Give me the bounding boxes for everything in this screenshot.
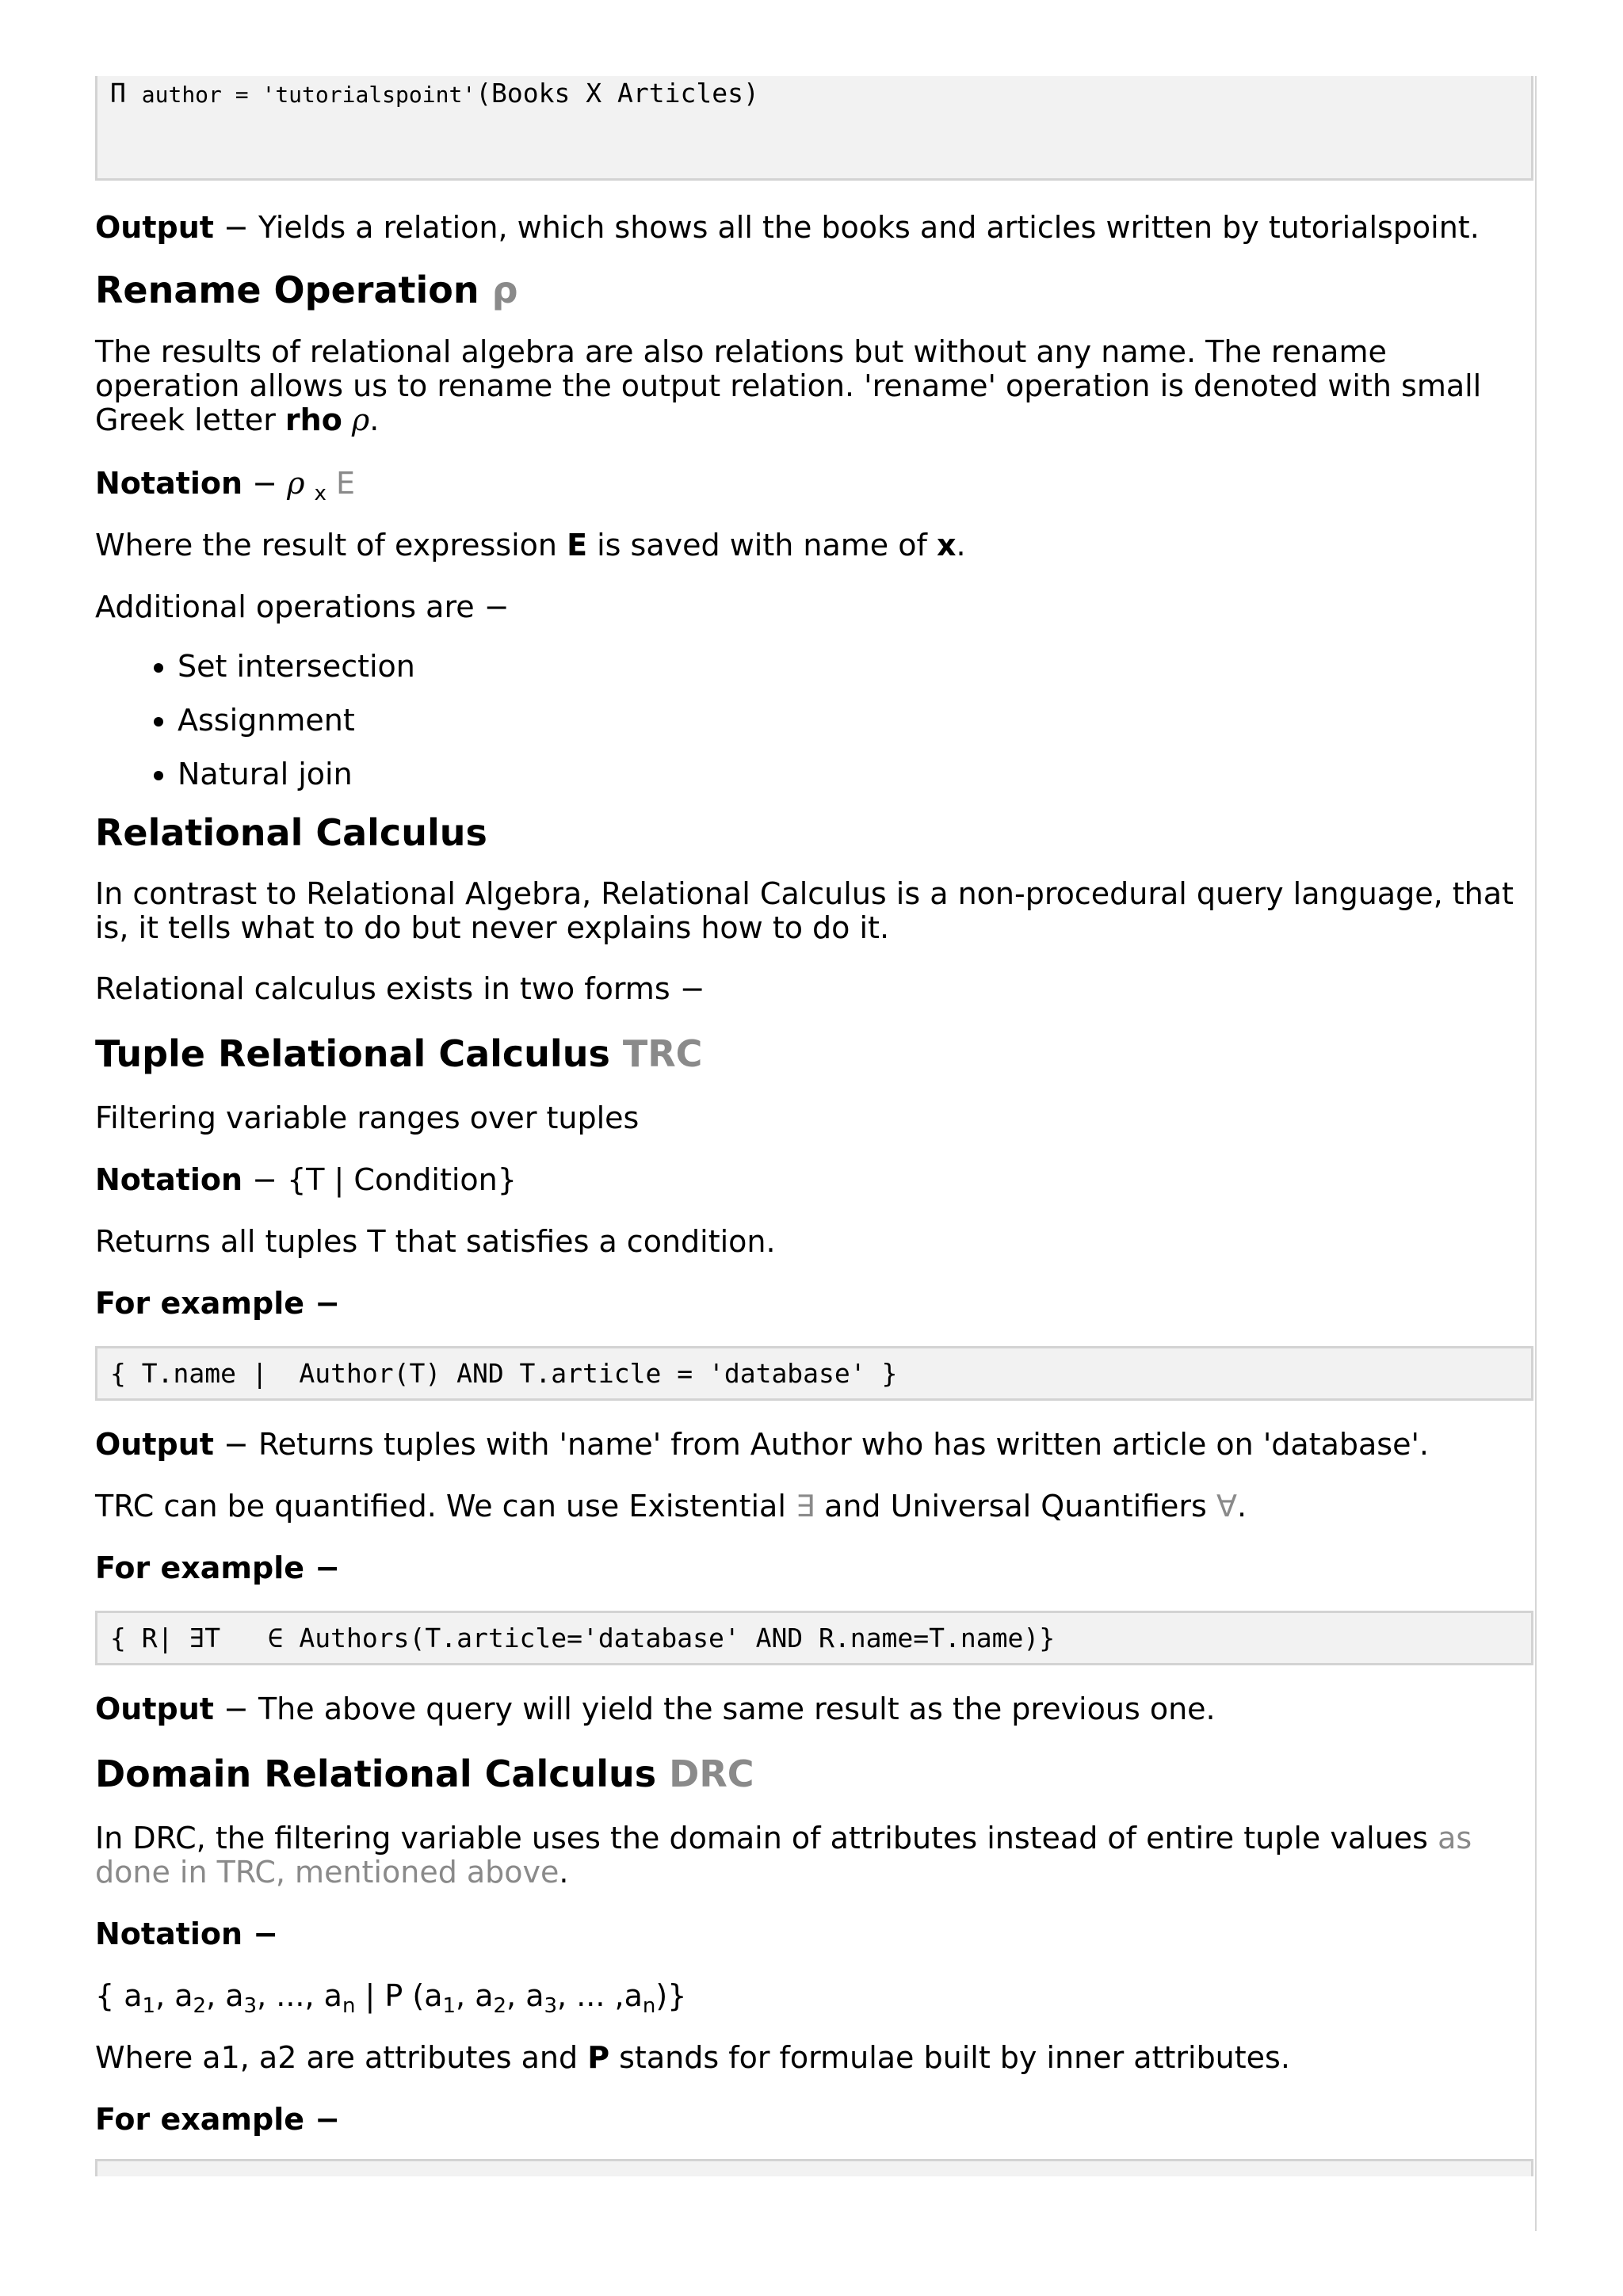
output-paragraph-1: Output − Yields a relation, which shows all the books and articles written by tutorialspoint. xyxy=(95,210,1480,245)
rename-notation: Notation − ρ $_x$ E xyxy=(95,466,356,505)
trc-filter: Filtering variable ranges over tuples xyxy=(95,1100,640,1135)
heading-domain-relational-calculus: Domain Relational Calculus DRC xyxy=(95,1753,754,1795)
trc-returns: Returns all tuples T that satisfies a condition. xyxy=(95,1224,776,1259)
list-item: • Natural join xyxy=(178,757,1533,791)
additional-operations: Additional operations are − xyxy=(95,589,510,624)
projection-subscript: author = 'tutorialspoint' xyxy=(141,82,476,108)
additional-operations-list xyxy=(95,650,1533,791)
trc-output-2: Output − The above query will yield the same result as the previous one. xyxy=(95,1691,1216,1726)
trc-notation: Notation − {T | Condition} xyxy=(95,1162,517,1197)
code-block-trc-example-2: { R| ∃T ∈ Authors(T.article='database' AND R.name=T.name)} xyxy=(95,1611,1533,1665)
code-block-projection xyxy=(95,76,1533,181)
list-item: • Assignment xyxy=(178,704,1533,738)
drc-description: In DRC, the filtering variable uses the domain of attributes instead of entire tuple values as done in TRC, mentioned above. xyxy=(95,1821,1472,1890)
trc-example2-label: For example − xyxy=(95,1550,341,1585)
projection-rest: (Books X Articles) xyxy=(475,78,759,109)
code-block-drc-example xyxy=(95,2159,1533,2176)
heading-tuple-relational-calculus: Tuple Relational Calculus TRC xyxy=(95,1032,703,1075)
drc-where: Where a1, a2 are attributes and P stands for formulae built by inner attributes. xyxy=(95,2040,1290,2075)
rename-description: The results of relational algebra are also relations but without any name. The rename operation allows us to rename the output relation. 'rename' operation is denoted with small Greek letter rho ρ. xyxy=(95,334,1482,437)
pi-symbol: Π xyxy=(110,78,126,109)
code-block-trc-example-1: { T.name | Author(T) AND T.article = 'database' } xyxy=(95,1346,1533,1401)
relational-calculus-description: In contrast to Relational Algebra, Relational Calculus is a non-procedural query language, that is, it tells what to do but never explains how to do it. xyxy=(95,876,1514,945)
drc-formula: { $a_1$, $a_2$, $a_3$, ..., $a_n$ | P ($a_1$, $a_2$, $a_3$, ... $,a_n$)} xyxy=(95,1978,687,2018)
rename-where: Where the result of expression E is saved with name of x. xyxy=(95,528,966,563)
trc-quantifiers: TRC can be quantified. We can use Existential ∃ and Universal Quantifiers ∀. xyxy=(95,1489,1247,1524)
content xyxy=(95,76,1533,2176)
list-item: • Set intersection xyxy=(178,650,1533,684)
heading-relational-calculus: Relational Calculus xyxy=(95,811,487,854)
trc-output: Output − Returns tuples with 'name' from Author who has written article on 'database'. xyxy=(95,1427,1429,1462)
heading-rename-operation: Rename Operation ρ xyxy=(95,269,518,311)
drc-notation-label: Notation − xyxy=(95,1917,279,1951)
relational-calculus-forms: Relational calculus exists in two forms − xyxy=(95,971,705,1006)
trc-example-label: For example − xyxy=(95,1286,341,1321)
drc-example-label: For example − xyxy=(95,2102,341,2137)
page-right-border xyxy=(1535,76,1537,2231)
